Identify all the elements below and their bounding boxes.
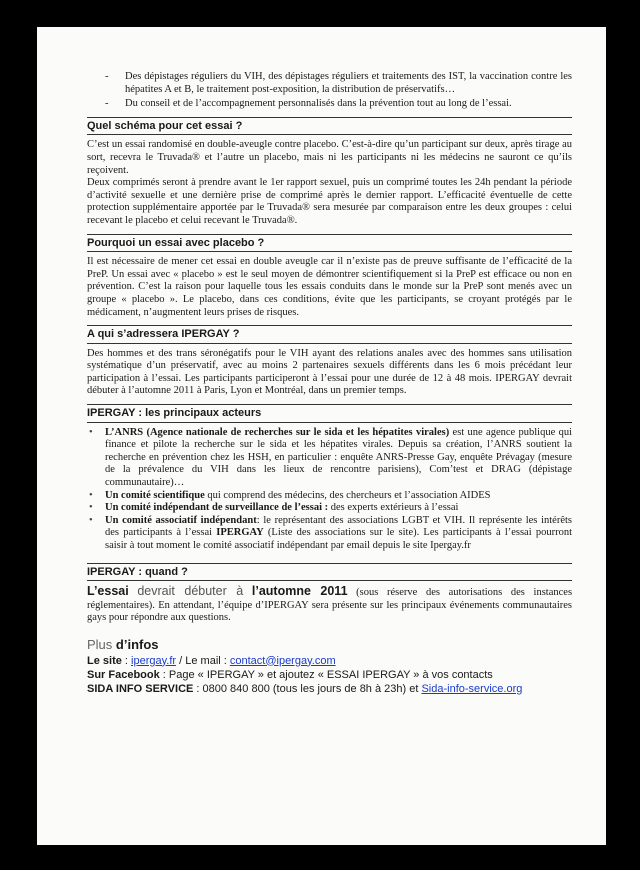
paragraph: C’est un essai randomisé en double-aveugle contre placebo. C’est-à-dire qu’un participant sur deux, après tirage au sort, recevra le Truvada® et l’autre un placebo, mais ni les participants ni les médecins ne sauront ce qu’ils reçoivent. [87, 139, 572, 176]
heading-text: IPERGAY : les principaux acteurs [87, 407, 262, 420]
list-item: • Un comité indépendant de surveillance de l’essai : des experts extérieurs à l’essai [87, 502, 572, 515]
heading-text: A qui s’adressera IPERGAY ? [87, 328, 240, 341]
list-item: • Un comité associatif indépendant: le représentant des associations LGBT et VIH. Il représente les intérêts des participants à l’essai IPERGAY (Liste des associations sur le site). Les participants à l’essai pourront saisir à tout moment le comité associatif indépendant par email depuis le site Ipergay.fr [87, 515, 572, 553]
acteurs-list [87, 427, 572, 553]
site-line: Le site : ipergay.fr / Le mail : contact@ipergay.com [87, 654, 336, 667]
paragraph: L’essai devrait débuter à l’automne 2011 (sous réserve des autorisations des instances réglementaires). En attendant, l’équipe d’IPERGAY sera présente sur les principaux événements communautaires gays pour répondre aux questions. [87, 584, 573, 624]
mail-link[interactable]: contact@ipergay.com [229, 654, 336, 667]
intro-list [87, 71, 572, 111]
list-item: • L’ANRS (Agence nationale de recherches sur le sida et les hépatites virales) est une agence publique qui finance et pilote la recherche sur le sida et les hépatites virales. Depuis sa création, l’ANRS soutient la recherche en prévention chez les HSH, en particulier : enquête ANRS-Presse Gay, enquête Prévagay (mesure de la prévalence du VIH dans les lieux de rencontre parisiens), Com’test et DRAG (dépistage communautaire)… [87, 427, 572, 490]
sida-info-line: SIDA INFO SERVICE : 0800 840 800 (tous les jours de 8h à 23h) et Sida-info-service.org [87, 682, 523, 695]
section-heading-quand [87, 563, 572, 582]
infos-title: Plus d’infos [87, 636, 159, 652]
list-item: • Un comité scientifique qui comprend des médecins, des chercheurs et l’association AIDES [87, 490, 572, 503]
section-heading-placebo [87, 234, 572, 253]
document-page [37, 27, 606, 845]
list-item: - Du conseil et de l’accompagnement personnalisés dans la prévention tout au long de l’essai. [87, 98, 572, 111]
facebook-line: Sur Facebook : Page « IPERGAY » et ajoutez « ESSAI IPERGAY » à vos contacts [87, 668, 493, 681]
section-heading-adresse [87, 325, 572, 344]
section-heading-schema [87, 117, 572, 136]
heading-text: IPERGAY : quand ? [87, 565, 188, 578]
paragraph: Il est nécessaire de mener cet essai en double aveugle car il n’existe pas de preuve suffisante de l’efficacité de la PreP. Un essai avec « placebo » est le seul moyen de démontrer scientifiquement si la PreP est efficace ou non en prévention. C’est la raison pour laquelle tous les essais conduits dans le monde sur la PreP sont menés avec un groupe « placebo ». Le placebo, dans ces conditions, évite que les participants, se croyant protégés par le médicament, n’augmentent leurs prises de risques. [87, 256, 572, 318]
paragraph: Deux comprimés seront à prendre avant le 1er rapport sexuel, puis un comprimé toutes les 24h pendant la période d’activité sexuelle et une dernière prise de comprimé après le dernier rapport. L’efficacité éventuelle de cette protection supplémentaire apportée par le Truvada® sera mesurée par comparaison entre les deux groupes : celui recevant le placebo et celui recevant le Truvada®. [87, 177, 572, 226]
site-link[interactable]: ipergay.fr [131, 654, 177, 667]
infos-block [87, 654, 572, 696]
paragraph: Des hommes et des trans séronégatifs pour le VIH ayant des relations anales avec des hommes sans utilisation systématique d’un préservatif, avec au moins 2 partenaires sexuels différents dans les 6 mois précédant leur participation à l’essai. Les participants participeront à l’essai pour une durée de 12 à 48 mois. IPERGAY devrait débuter à l’automne 2011 à Paris, Lyon et Montréal, dans un premier temps. [87, 347, 572, 397]
section-heading-acteurs [87, 404, 572, 423]
heading-text: Quel schéma pour cet essai ? [87, 119, 243, 132]
list-item: - Des dépistages réguliers du VIH, des dépistages réguliers et traitements des IST, la vaccination contre les hépatites A et B, le traitement post-exposition, la distribution de préservatifs… [87, 71, 572, 96]
sida-info-link[interactable]: Sida-info-service.org [421, 682, 523, 695]
heading-text: Pourquoi un essai avec placebo ? [87, 236, 265, 249]
